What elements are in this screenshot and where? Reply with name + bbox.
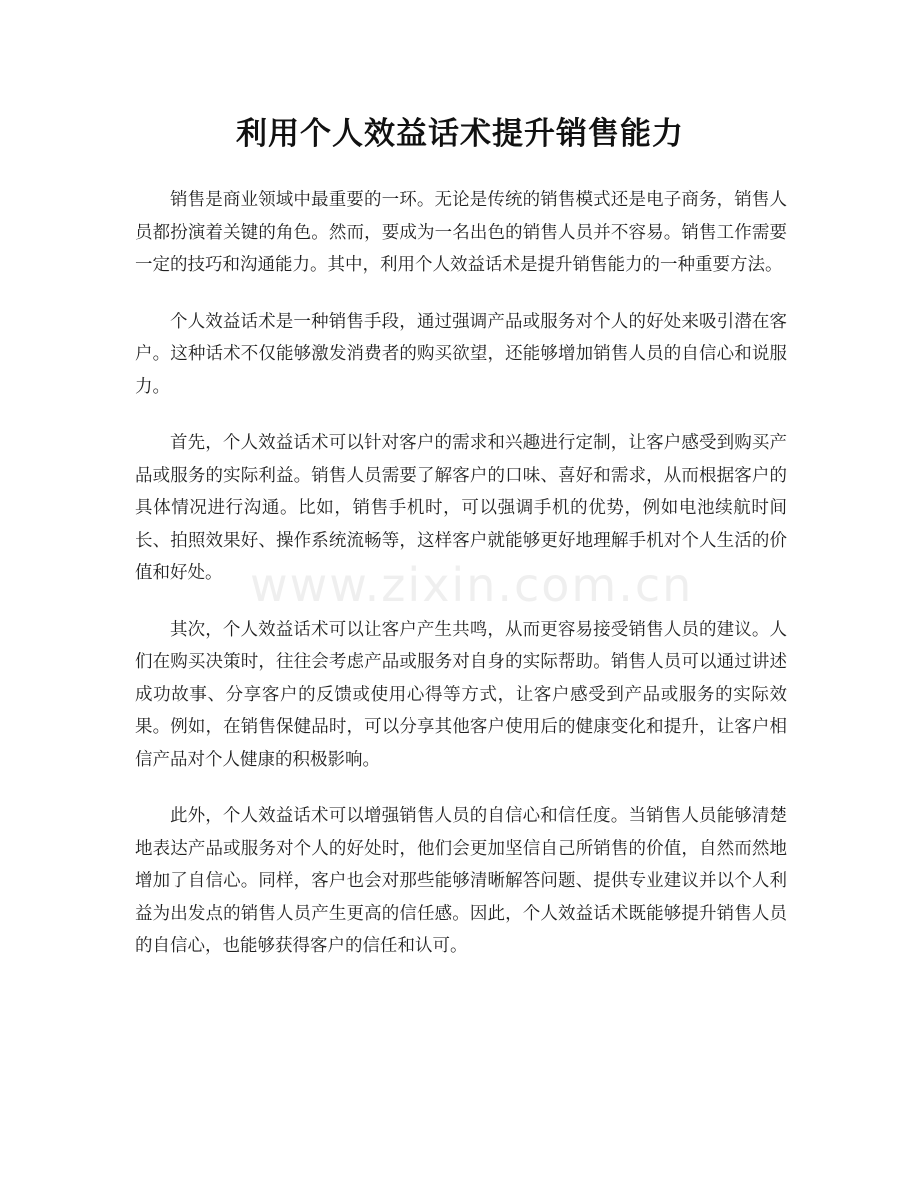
paragraph-4: 其次，个人效益话术可以让客户产生共鸣，从而更容易接受销售人员的建议。人们在购买决策时，往往会考虑产品或服务对自身的实际帮助。销售人员可以通过讲述成功故事、分享客户的反馈或使用心得等方式，让客户感受到产品或服务的实际效果。例如，在销售保健品时，可以分享其他客户使用后的健康变化和提升，让客户相信产品对个人健康的积极影响。	[135, 619, 787, 770]
watermark: www.zixin.com.cn	[250, 558, 694, 612]
document-body	[135, 184, 787, 987]
document-title: 利用个人效益话术提升销售能力	[236, 116, 684, 152]
paragraph-3: 首先，个人效益话术可以针对客户的需求和兴趣进行定制，让客户感受到购买产品或服务的实际利益。销售人员需要了解客户的口味、喜好和需求，从而根据客户的具体情况进行沟通。比如，销售手机时，可以强调手机的优势，例如电池续航时间长、拍照效果好、操作系统流畅等，这样客户就能够更好地理解手机对个人生活的价值和好处。	[135, 433, 787, 583]
paragraph-5: 此外，个人效益话术可以增强销售人员的自信心和信任度。当销售人员能够清楚地表达产品或服务对个人的好处时，他们会更加坚信自己所销售的价值，自然而然地增加了自信心。同样，客户也会对那些能够清晰解答问题、提供专业建议并以个人利益为出发点的销售人员产生更高的信任感。因此，个人效益话术既能够提升销售人员的自信心，也能够获得客户的信任和认可。	[135, 806, 787, 956]
paragraph-2: 个人效益话术是一种销售手段，通过强调产品或服务对个人的好处来吸引潜在客户。这种话术不仅能够激发消费者的购买欲望，还能够增加销售人员的自信心和说服力。	[135, 311, 787, 397]
paragraph-1: 销售是商业领域中最重要的一环。无论是传统的销售模式还是电子商务，销售人员都扮演着关键的角色。然而，要成为一名出色的销售人员并不容易。销售工作需要一定的技巧和沟通能力。其中，利用个人效益话术是提升销售能力的一种重要方法。	[135, 190, 787, 275]
